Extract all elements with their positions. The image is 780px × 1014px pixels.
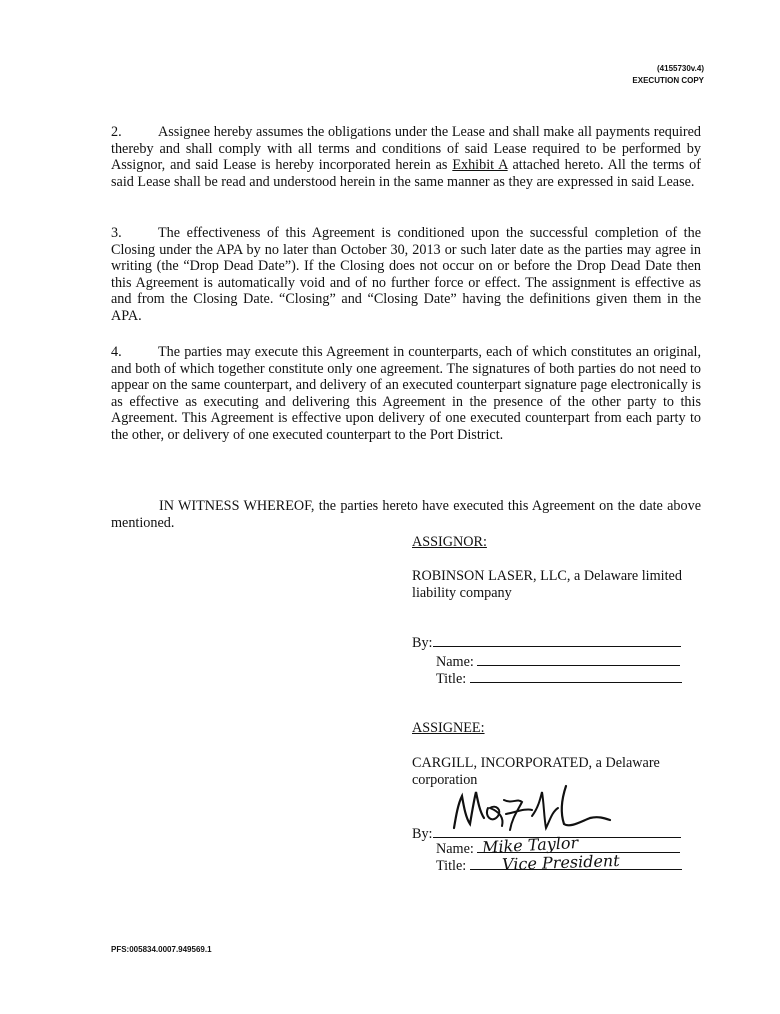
by-label: By:	[412, 635, 433, 651]
paragraph-4	[111, 344, 701, 444]
execution-copy-label: EXECUTION COPY	[632, 76, 704, 85]
witness-clause: IN WITNESS WHEREOF, the parties hereto have executed this Agreement on the date above mentioned.	[111, 498, 701, 531]
paragraph-2	[111, 124, 701, 190]
document-header	[632, 63, 704, 87]
paragraph-text: attached hereto. All the terms of said Lease shall be read and understood herein in the same manner as they are expressed in said Lease.	[111, 157, 701, 190]
assignor-block	[412, 534, 712, 551]
name-label: Name:	[436, 654, 474, 670]
paragraph-text: The parties may execute this Agreement in counterparts, each of which constitutes an original, and both of which together constitute only one agreement. The signatures of both parties do not need to appear on the same counterpart, and delivery of an executed counterpart signature page electronically is as effective as executing and delivering this Agreement in the presence of the other party to this Agreement. This Agreement is effective upon delivery of one executed counterpart from each party to the other, or delivery of one executed counterpart to the Port District.	[111, 344, 701, 443]
paragraph-3	[111, 225, 701, 325]
paragraph-number: 3.	[111, 225, 122, 241]
handwritten-title-text: Vice President	[501, 850, 620, 875]
name-label: Name:	[436, 841, 474, 857]
assignee-entity: CARGILL, INCORPORATED, a Delaware corporation	[412, 755, 660, 788]
by-label: By:	[412, 826, 433, 842]
handwritten-signature	[440, 778, 620, 840]
paragraph-number: 2.	[111, 124, 122, 140]
title-label: Title:	[436, 858, 467, 874]
handwritten-title	[500, 851, 690, 873]
signature-line	[433, 634, 681, 647]
assignor-name-row	[436, 653, 736, 671]
assignor-entity: ROBINSON LASER, LLC, a Delaware limited liability company	[412, 568, 682, 601]
assignor-by-row	[412, 634, 712, 652]
title-line	[470, 670, 682, 683]
exhibit-a-reference: Exhibit A	[452, 157, 508, 174]
paragraph-text: The effectiveness of this Agreement is conditioned upon the successful completion of the Closing under the APA by no later than October 30, 2013 or such later date as the parties may agree in writing (the “Drop Dead Date”). If the Closing does not occur on or before the Drop Dead Date then this Agreement is automatically void and of no further force or effect. The assignment is effective as and from the Closing Date. “Closing” and “Closing Date” having the definitions given them in the APA.	[111, 225, 701, 324]
assignor-title-row	[436, 670, 736, 688]
assignor-heading: ASSIGNOR:	[412, 534, 487, 550]
handwritten-name-text: Mike Taylor	[481, 833, 579, 858]
title-label: Title:	[436, 671, 467, 687]
document-footer-reference: PFS:005834.0007.949569.1	[111, 945, 212, 954]
paragraph-number: 4.	[111, 344, 122, 360]
document-id: (4155730v.4)	[657, 64, 704, 73]
name-line	[477, 653, 680, 666]
assignee-block	[412, 720, 712, 737]
assignee-heading: ASSIGNEE:	[412, 720, 485, 736]
paragraph-text: Assignee hereby assumes the obligations under the Lease and shall make all payments required thereby and shall comply with all terms and conditions of said Lease required to be performed by Assignor, and said Lease is hereby incorporated herein as	[111, 124, 701, 174]
